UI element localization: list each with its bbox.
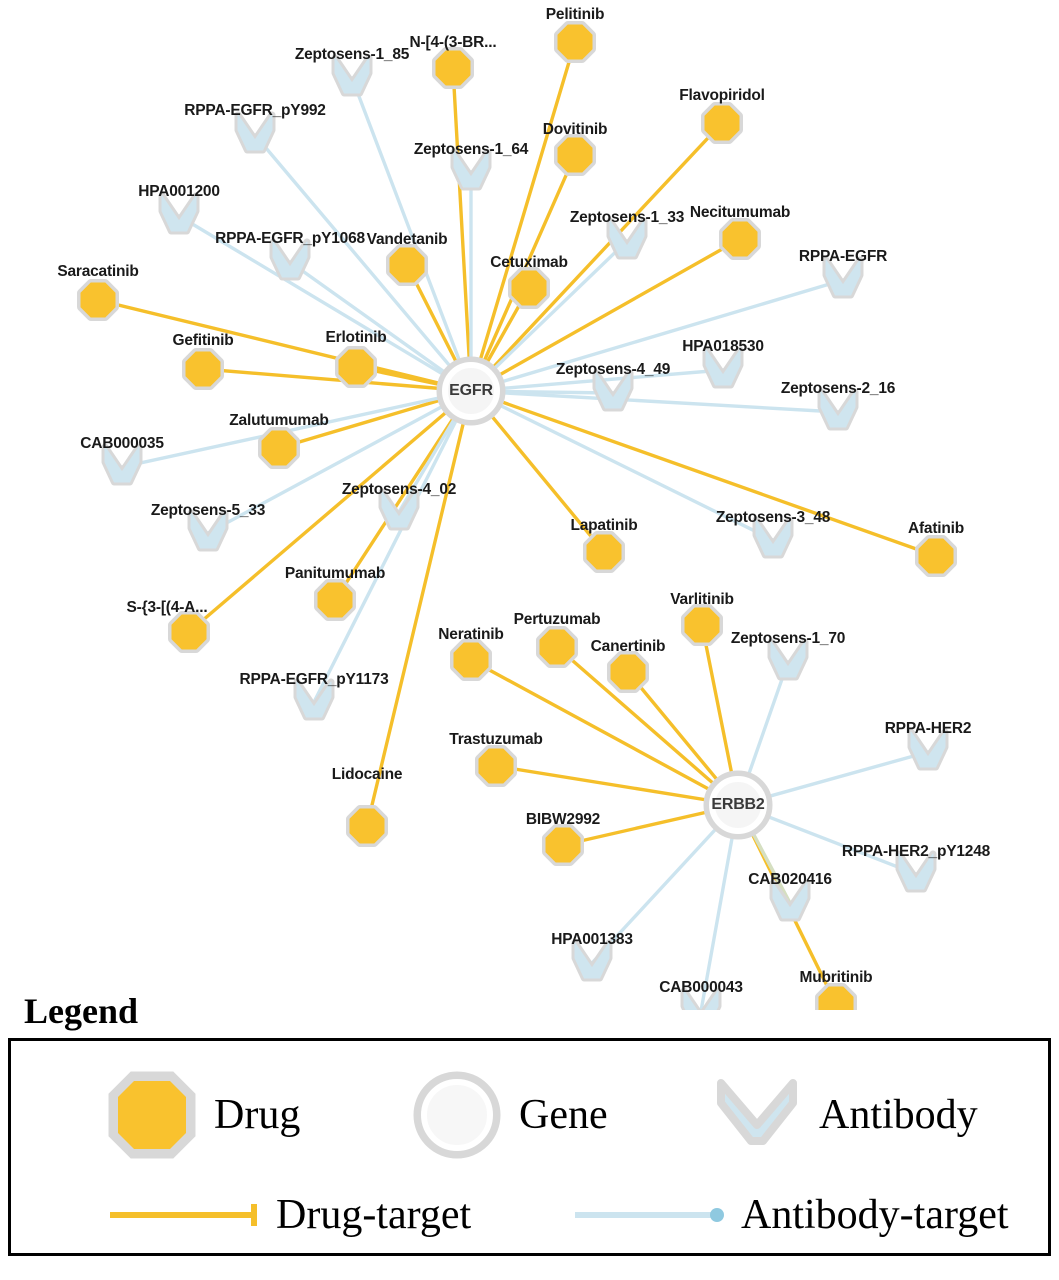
drug-node[interactable]: [318, 583, 352, 617]
antibody-label-7: HPA018530: [682, 338, 764, 355]
drug-node[interactable]: [587, 535, 621, 569]
gene-label-erbb2: ERBB2: [711, 796, 765, 813]
drug-label-7: Saracatinib: [57, 263, 139, 280]
drug-node[interactable]: [186, 352, 220, 386]
drug-label-20: Lidocaine: [331, 766, 403, 783]
antibody-label-2: Zeptosens-1_64: [413, 141, 529, 158]
legend-item-drug: [106, 1069, 300, 1161]
drug-node[interactable]: [436, 51, 470, 85]
antibody-label-3: HPA001200: [138, 183, 220, 200]
drug-node[interactable]: [390, 248, 424, 282]
drug-node[interactable]: [685, 608, 719, 642]
legend-label-drug-target: Drug-target: [276, 1192, 472, 1238]
drug-label-15: S-{3-[(4-A...: [126, 599, 208, 616]
drug-node[interactable]: [546, 828, 580, 862]
drug-label-22: Mubritinib: [799, 969, 873, 986]
legend-label-antibody: Antibody: [819, 1092, 978, 1138]
drug-label-12: Lapatinib: [570, 517, 638, 534]
antibody-label-4: Zeptosens-1_33: [569, 209, 685, 226]
drug-node[interactable]: [454, 643, 488, 677]
drug-label-13: Varlitinib: [670, 591, 734, 608]
drug-label-14: Panitumumab: [284, 565, 386, 582]
drug-label-16: Pertuzumab: [513, 611, 601, 628]
legend-item-drug-target: [106, 1191, 471, 1239]
antibody-label-13: Zeptosens-3_48: [715, 509, 831, 526]
legend-label-antibody-target: Antibody-target: [741, 1192, 1009, 1238]
antibody-label-6: RPPA-EGFR: [798, 248, 888, 265]
antibody-label-18: CAB020416: [748, 871, 832, 888]
drug-label-2: Flavopiridol: [679, 87, 765, 104]
edge-drug-1: [453, 68, 471, 391]
drug-label-19: Trastuzumab: [449, 731, 543, 748]
antibody-label-14: Zeptosens-1_70: [730, 630, 846, 647]
edge-antibody-15: [314, 391, 471, 702]
drug-label-18: Canertinib: [590, 638, 666, 655]
drug-label-8: Gefitinib: [172, 332, 234, 349]
drug-node[interactable]: [558, 25, 592, 59]
gene-node-icon: [411, 1069, 503, 1161]
drug-label-3: Dovitinib: [542, 121, 608, 138]
antibody-target-edge-icon: [571, 1200, 731, 1230]
drug-node[interactable]: [172, 615, 206, 649]
antibody-label-12: Zeptosens-5_33: [150, 502, 266, 519]
antibody-label-0: Zeptosens-1_85: [294, 46, 410, 63]
antibody-node-icon: [711, 1069, 803, 1161]
antibody-label-16: RPPA-HER2: [884, 720, 972, 737]
drug-label-6: Cetuximab: [490, 254, 568, 271]
drug-label-17: Neratinib: [438, 626, 504, 643]
antibody-label-15: RPPA-EGFR_pY1173: [239, 671, 389, 688]
antibody-label-1: RPPA-EGFR_pY992: [184, 102, 326, 119]
gene-label-egfr: EGFR: [449, 382, 493, 399]
legend-box: [8, 1038, 1051, 1256]
antibody-label-11: Zeptosens-4_02: [341, 481, 457, 498]
legend-item-gene: [411, 1069, 608, 1161]
legend-item-antibody: [711, 1069, 978, 1161]
drug-node[interactable]: [339, 350, 373, 384]
antibody-label-8: Zeptosens-4_49: [555, 361, 671, 378]
drug-node-icon: [106, 1069, 198, 1161]
legend-label-gene: Gene: [519, 1092, 608, 1138]
drug-node[interactable]: [512, 271, 546, 305]
antibody-label-17: RPPA-HER2_pY1248: [841, 843, 991, 860]
legend: [8, 990, 1051, 1256]
drug-node[interactable]: [611, 655, 645, 689]
drug-label-4: Necitumumab: [689, 204, 791, 221]
antibody-label-20: CAB000043: [659, 979, 743, 996]
legend-title: Legend: [24, 991, 139, 1031]
drug-node[interactable]: [262, 431, 296, 465]
antibody-label-5: RPPA-EGFR_pY1068: [215, 230, 365, 247]
drug-node[interactable]: [919, 539, 953, 573]
drug-node[interactable]: [540, 630, 574, 664]
legend-item-antibody-target: [571, 1191, 1009, 1239]
drug-label-11: Afatinib: [907, 520, 965, 537]
drug-label-0: Pelitinib: [545, 6, 605, 23]
antibody-label-10: CAB000035: [80, 435, 164, 452]
legend-label-drug: Drug: [214, 1092, 301, 1138]
drug-node[interactable]: [350, 809, 384, 843]
drug-node[interactable]: [81, 283, 115, 317]
drug-node[interactable]: [558, 138, 592, 172]
drug-label-5: Vandetanib: [366, 231, 448, 248]
drug-label-10: Zalutumumab: [229, 412, 329, 429]
drug-target-edge-icon: [106, 1200, 266, 1230]
drug-node[interactable]: [723, 222, 757, 256]
antibody-label-9: Zeptosens-2_16: [780, 380, 896, 397]
drug-node[interactable]: [479, 749, 513, 783]
antibody-label-19: HPA001383: [551, 931, 633, 948]
drug-label-21: BIBW2992: [525, 811, 601, 828]
drug-label-9: Erlotinib: [325, 329, 387, 346]
drug-label-1: N-[4-(3-BR...: [409, 34, 497, 51]
drug-node[interactable]: [705, 106, 739, 140]
edge-drug-20: [367, 391, 471, 826]
